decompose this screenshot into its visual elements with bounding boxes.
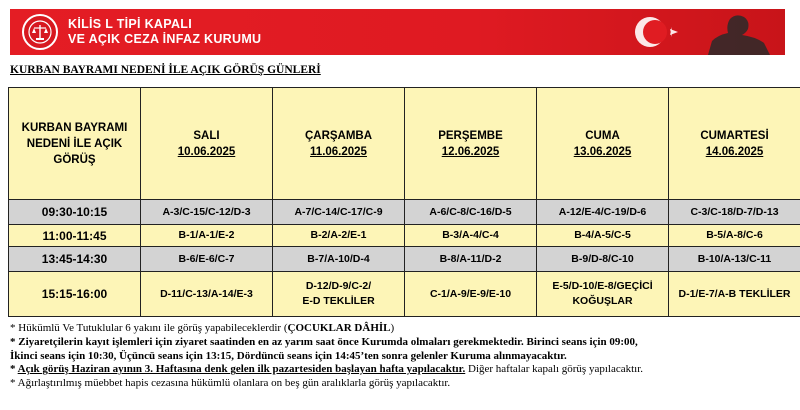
ward-cell: E-5/D-10/E-8/GEÇİCİ KOĞUŞLAR [537,272,669,317]
institution-title-line2: VE AÇIK CEZA İNFAZ KURUMU [68,32,262,46]
table-row [9,247,800,272]
ward-cell: B-1/A-1/E-2 [141,225,273,247]
note-emphasis: ÇOCUKLAR DÂHİL [287,322,391,334]
ward-cell: B-6/E-6/C-7 [141,247,273,272]
note-line: * Ziyaretçilerin kayıt işlemleri için ziyaret saatinden en az yarım saat önce Kurumda olmaları gerekmektedir. Birinci seans için 09:00, [10,335,638,348]
day-name: SALI [193,129,220,142]
note-text: * Hükümlü Ve Tutuklular 6 yakını ile görüş yapabileceklerdir ( [10,322,288,334]
ward-cell: A-6/C-8/C-16/D-5 [405,200,537,225]
ward-cell: B-4/A-5/C-5 [537,225,669,247]
note-line [10,322,790,336]
day-date: 13.06.2025 [573,145,632,158]
institution-logo-icon [22,14,58,50]
ward-cell: C-1/A-9/E-9/E-10 [405,272,537,317]
portrait-silhouette-icon [678,11,785,55]
ward-cell: B-9/D-8/C-10 [537,247,669,272]
note-line [10,363,790,377]
ward-cell: A-12/E-4/C-19/D-6 [537,200,669,225]
ward-cell: D-11/C-13/A-14/E-3 [141,272,273,317]
day-date: 10.06.2025 [177,145,236,158]
ward-cell: B-2/A-2/E-1 [273,225,405,247]
day-date: 12.06.2025 [441,145,500,158]
header-banner [10,9,785,55]
time-slot-cell: 13:45-14:30 [9,247,141,272]
time-slot-cell: 09:30-10:15 [9,200,141,225]
corner-line: NEDENİ İLE AÇIK [26,137,123,150]
table-header-row [9,88,800,200]
institution-title-line1: KİLİS L TİPİ KAPALI [68,17,192,31]
note-text: ) [390,322,395,334]
ward-cell: B-10/A-13/C-11 [669,247,800,272]
table-row [9,200,800,225]
note-text: Diğer haftalar kapalı görüş yapılacaktır. [465,363,644,376]
day-header [669,88,800,200]
ward-cell: A-3/C-15/C-12/D-3 [141,200,273,225]
ward-cell: A-7/C-14/C-17/C-9 [273,200,405,225]
day-header [273,88,405,200]
corner-line: KURBAN BAYRAMI [21,121,128,134]
note-line: İkinci seans için 10:30, Üçüncü seans için 13:15, Dördüncü seans için 14:45’ten sonra gelenler Kuruma alınmayacaktır. [10,349,567,362]
note-line: * Ağırlaştırılmış müebbet hapis cezasına hükümlü olanlara on beş gün aralıklarla görüş yapılacaktır. [10,377,451,390]
day-header [405,88,537,200]
day-name: ÇARŞAMBA [304,129,373,142]
notes-section [10,322,790,391]
institution-title [68,17,261,47]
ward-cell: B-5/A-8/C-6 [669,225,800,247]
visit-schedule-table [8,87,800,317]
table-row [9,225,800,247]
ward-cell: C-3/C-18/D-7/D-13 [669,200,800,225]
note-text: * [10,363,18,376]
page-title: KURBAN BAYRAMI NEDENİ İLE AÇIK GÖRÜŞ GÜNLERİ [10,64,321,76]
ward-cell: B-3/A-4/C-4 [405,225,537,247]
ward-cell: B-8/A-11/D-2 [405,247,537,272]
day-name: CUMA [585,129,620,142]
ward-cell: B-7/A-10/D-4 [273,247,405,272]
corner-line: GÖRÜŞ [53,153,96,166]
note-emphasis: Açık görüş Haziran ayının 3. Haftasına denk gelen ilk pazartesiden başlayan hafta yapılacaktır. [17,363,466,376]
day-date: 11.06.2025 [310,145,367,158]
time-slot-cell: 11:00-11:45 [9,225,141,247]
day-name: CUMARTESİ [700,129,769,142]
ward-cell: D-1/E-7/A-B TEKLİLER [669,272,800,317]
day-header [537,88,669,200]
ward-cell: D-12/D-9/C-2/ E-D TEKLİLER [273,272,405,317]
day-name: PERŞEMBE [438,129,503,142]
table-row [9,272,800,317]
day-date: 14.06.2025 [705,145,764,158]
corner-header [9,88,141,200]
time-slot-cell: 15:15-16:00 [9,272,141,317]
day-header [141,88,273,200]
